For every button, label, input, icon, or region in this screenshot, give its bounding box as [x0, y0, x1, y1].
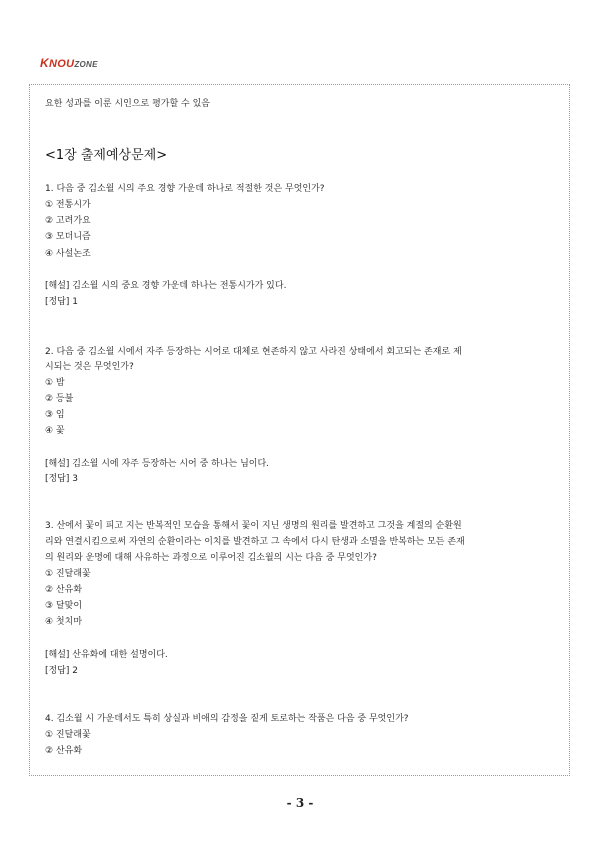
q1-question: 1. 다음 중 김소월 시의 주요 경향 가운데 하나로 적절한 것은 무엇인가? — [45, 184, 325, 194]
q3-option-4: ④ 첫치마 — [45, 617, 83, 627]
section-title: <1장 출제예상문제> — [45, 148, 168, 163]
q3-answer: [정답] 2 — [45, 666, 78, 676]
q1-option-4: ④ 사설논조 — [45, 249, 91, 259]
logo-k: K — [40, 56, 49, 70]
q4-option-1: ① 진달래꽃 — [45, 730, 91, 740]
q1-option-2: ② 고려가요 — [45, 216, 91, 226]
q2-option-2: ② 등불 — [45, 394, 74, 404]
intro-line: 요한 성과를 이룬 시인으로 평가할 수 있음 — [45, 99, 210, 109]
q1-answer: [정답] 1 — [45, 297, 78, 307]
q4-question: 4. 김소월 시 가운데서도 특히 상실과 비애의 감정을 짙게 토로하는 작품은 다음 중 무엇인가? — [45, 714, 409, 724]
q2-question-line-1: 2. 다음 중 김소월 시에서 자주 등장하는 시어로 대체로 현존하지 않고 사라진 상태에서 회고되는 존재로 제 — [45, 347, 462, 357]
q2-option-4: ④ 꽃 — [45, 426, 65, 436]
page-number: - 3 - — [286, 796, 314, 810]
logo-zone: ZONE — [74, 60, 98, 69]
q1-explanation: [해설] 김소월 시의 중요 경향 가운데 하나는 전통시가가 있다. — [45, 281, 287, 291]
q1-option-3: ③ 모더니즘 — [45, 232, 91, 242]
q3-question-line-1: 3. 산에서 꽃이 피고 지는 반복적인 모습을 통해서 꽃이 지닌 생명의 원리를 발견하고 그것을 계절의 순환원 — [45, 521, 462, 531]
q2-option-1: ① 밤 — [45, 378, 65, 388]
q2-answer: [정답] 3 — [45, 474, 78, 484]
q2-option-3: ③ 임 — [45, 410, 65, 420]
q3-option-3: ③ 달맞이 — [45, 601, 83, 611]
knouzone-logo — [40, 56, 98, 70]
q3-option-1: ① 진달래꽃 — [45, 569, 91, 579]
q2-question-line-2: 시되는 것은 무엇인가? — [45, 362, 134, 372]
q4-option-2: ② 산유화 — [45, 746, 83, 756]
q1-option-1: ① 전통시가 — [45, 200, 91, 210]
q2-explanation: [해설] 김소월 시에 자주 등장하는 시어 중 하나는 님이다. — [45, 459, 270, 469]
q3-explanation: [해설] 산유화에 대한 설명이다. — [45, 650, 168, 660]
logo-nou: NOU — [48, 58, 75, 70]
q3-question-line-3: 의 원리와 운명에 대해 사유하는 과정으로 이루어진 김소월의 시는 다음 중 무엇인가? — [45, 553, 377, 563]
q3-question-line-2: 리와 연결시킴으로써 자연의 순환이라는 이치를 발견하고 그 속에서 다시 탄생과 소멸을 반복하는 모든 존재 — [45, 537, 465, 547]
q3-option-2: ② 산유화 — [45, 585, 83, 595]
